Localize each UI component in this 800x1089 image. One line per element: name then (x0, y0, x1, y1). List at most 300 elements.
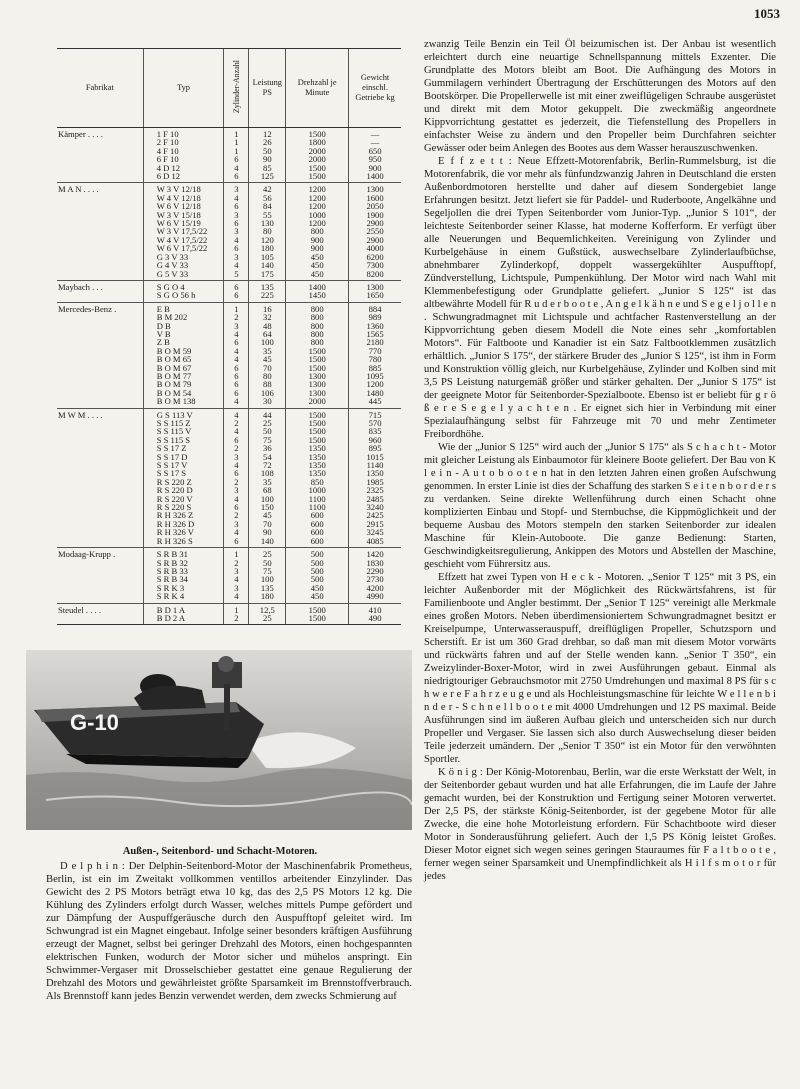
table-header-row (57, 49, 401, 128)
table-cell-value: 175 (260, 268, 274, 279)
rpm-cell (286, 408, 349, 548)
table-cell-value: 1400 (366, 171, 384, 182)
table-cell-value: B O M 138 (156, 396, 196, 407)
table-cell-value: 885 (368, 362, 382, 373)
table-cell-value: 1350 (308, 468, 326, 479)
table-cell-value: 800 (310, 312, 324, 323)
table-cell-value: 1 (234, 604, 239, 615)
table-cell-value: S S 17 Z (156, 443, 187, 454)
table-cell-value: 500 (310, 574, 324, 585)
table-cell-value: 4 F 10 (156, 145, 179, 156)
table-cell-value: 6 F 10 (156, 154, 179, 165)
table-cell-value: 800 (310, 226, 324, 237)
table-cell-value: S R B 32 (156, 557, 188, 568)
speedboat-image (26, 650, 412, 830)
table-cell-value: 80 (263, 226, 272, 237)
type-cell (143, 548, 224, 603)
table-cell-value: R H 326 Z (156, 510, 194, 521)
power-cell (249, 183, 286, 280)
table-cell-value: 135 (260, 281, 274, 292)
right-paragraph: E f f z e t t : Neue Effzett-Motorenfabrik, Berlin-Rummelsburg, ist die Motorenfabrik, die vor mehr als fünfundzwanzig Jahren in Deutschland die ersten Außenbordmotoren herstellte und daher auf diesem Sondergebiet lange Erfahrungen besitzt. Jetzt liefert sie für Paddel- und Ruderboote, Angelkähne und Segeljollen die drei Typen Seitenborder vom Junior-Typ. „Junior S 101“, der leichteste Seitenborder seiner Klasse, hat moderne Kofferform. Er verfügt über alle Neuerungen und Bequemlichkeiten. Vereinigung von Zylinder und Kurbelgehäuse in einem Gußstück, auswechselbare Zylinderlaufbüchse, abnehmbarer Zylinderkopf, doppelt wassergekühlter Auspufftopf, Zündverstellung, Lichtspule, Pumpenkühlung. Der Motor wird nach Wahl mit Klemmenbefestigung oder Grundplatte geliefert. „Junior S 125“ ist das altbewährte Modell für R u d e r b o o t e , A n g e l k ä h n e und S e g e l j o l l e n . Schwungradmagnet mit Lichtspule und achtfacher Rastenverstellung an der Kippvorrichtung geben diesem Modell die Note eines sehr „komfortablen Motors“. Für Faltboote und Kanadier ist ein Satz Faltbootklemmen zusätzlich erhältlich. „Junior S 175“, der stärkere Bruder des „Junior S 125“, ist ihm in Form und Konstruktion völlig gleich, nur Kurbelgehäuse, Zylinder und Kolben sind mit 3,5 PS Leistung naturgemäß größer und stärker gehalten. Der „Junior S 175“ ist der geeignete Motor für Seitenborder-Spezialboote. Ebenso ist er beliebt für g r ö ß e r e S e g e l y a c h t e n . Er eignet sich hier in Verbindung mit einer Spezialaufhängung selbst für Fahrzeuge mit 70 und mehr Zentimeter Freibordhöhe. (424, 156, 776, 440)
table-cell-value: 6 (234, 535, 239, 546)
table-cell-value: 4 D 12 (156, 162, 181, 173)
table-cell-value: S S 17 S (156, 468, 187, 479)
table-cell-value: 8200 (366, 268, 384, 279)
power-cell (249, 128, 286, 183)
cylinders-cell (224, 302, 249, 408)
maker-cell: Steudel . . . . (57, 603, 143, 625)
maker-cell: M W M . . . . (57, 408, 143, 548)
table-cell-value: R S 220 D (156, 485, 193, 496)
table-cell-value: 450 (310, 268, 324, 279)
table-cell-value: 1800 (308, 137, 326, 148)
table-cell-value: 3 (234, 251, 239, 262)
left-column-text (46, 860, 412, 1003)
table-cell-value: — (370, 129, 380, 139)
table-cell-value: S R B 31 (156, 549, 188, 560)
table-cell-value: 72 (263, 460, 272, 471)
table-cell-value: R S 220 V (156, 493, 193, 504)
table-cell-value: 4 (234, 574, 239, 585)
table-cell-value: 100 (260, 493, 274, 504)
table-cell-value: W 6 V 15/19 (156, 218, 201, 229)
photo-caption: Außen-, Seitenbord- und Schacht-Motoren. (122, 846, 318, 857)
table-cell-value: 3 (234, 184, 239, 195)
table-cell-value: 1200 (308, 184, 326, 195)
table-cell-value: 4 (234, 426, 239, 437)
table-cell-value: 2 (234, 612, 239, 623)
type-cell (143, 603, 224, 625)
table-cell-value: 650 (368, 145, 382, 156)
table-cell-value: 3 (234, 518, 239, 529)
table-cell-value: B O M 59 (156, 345, 192, 356)
table-cell-value: 780 (368, 354, 382, 365)
table-cell-value: 6 (234, 379, 239, 390)
table-cell-value: 2000 (308, 396, 326, 407)
table-cell-value: 800 (310, 328, 324, 339)
table-cell-value: 450 (310, 251, 324, 262)
table-cell-value: 2 (234, 418, 239, 428)
table-cell-value: B D 1 A (156, 604, 186, 615)
table-cell-value: 100 (260, 337, 274, 348)
table-cell-value: 1350 (308, 460, 326, 471)
table-cell-value: V B (156, 328, 171, 339)
header-typ: Typ (143, 49, 224, 128)
table-cell-value: 2 F 10 (156, 137, 179, 148)
table-cell-value: 2915 (366, 518, 384, 529)
header-fabrikat: Fabrikat (57, 49, 143, 128)
table-cell-value: W 3 V 17,5/22 (156, 226, 208, 237)
table-cell-value: 4 (234, 328, 239, 339)
power-cell (249, 302, 286, 408)
table-cell-value: S S 115 Z (156, 418, 191, 428)
table-cell-value: 1095 (366, 370, 384, 381)
table-cell-value: 4 (234, 409, 239, 420)
table-cell-value: 1500 (308, 171, 326, 182)
table-cell-value: S G O 56 h (156, 290, 196, 301)
table-cell-value: 500 (310, 557, 324, 568)
table-cell-value: B O M 65 (156, 354, 192, 365)
table-cell-value: W 4 V 17,5/22 (156, 234, 208, 245)
table-cell-value: 1350 (366, 468, 384, 479)
table-cell-value: 44 (263, 409, 272, 420)
table-cell-value: 445 (368, 396, 382, 407)
table-cell-value: 84 (263, 201, 272, 212)
table-cell-value: 4 (234, 396, 239, 407)
table-cell-value: 2 (234, 476, 239, 487)
table-cell-value: S S 115 S (156, 434, 191, 445)
maker-cell: Modaag-Krupp . (57, 548, 143, 603)
table-group-row (57, 183, 401, 280)
table-cell-value: W 6 V 17,5/22 (156, 243, 208, 254)
table-cell-value: 1500 (308, 345, 326, 356)
power-cell (249, 408, 286, 548)
rpm-cell (286, 280, 349, 302)
table-cell-value: 1420 (366, 549, 384, 560)
table-cell-value: 6 (234, 502, 239, 513)
table-cell-value: 12 (263, 129, 272, 139)
table-cell-value: 1450 (308, 290, 326, 301)
table-cell-value: 850 (310, 476, 324, 487)
table-cell-value: 1900 (366, 209, 384, 220)
cylinders-cell (224, 280, 249, 302)
power-cell (249, 603, 286, 625)
table-cell-value: 1015 (366, 451, 384, 462)
weight-cell (349, 603, 401, 625)
table-cell-value: S S 115 V (156, 426, 192, 437)
table-cell-value: 1 (234, 129, 239, 139)
table-cell-value: R S 220 Z (156, 476, 192, 487)
table-cell-value: S S 17 V (156, 460, 188, 471)
rpm-cell (286, 548, 349, 603)
weight-cell (349, 408, 401, 548)
table-cell-value: 1350 (308, 451, 326, 462)
table-cell-value: 90 (263, 527, 272, 538)
power-cell (249, 548, 286, 603)
table-cell-value: 2325 (366, 485, 384, 496)
table-cell-value: 1 (234, 303, 239, 314)
table-cell-value: 180 (260, 243, 274, 254)
table-cell-value: 7300 (366, 260, 384, 271)
table-cell-value: 6 (234, 290, 239, 301)
table-cell-value: 140 (260, 260, 274, 271)
table-cell-value: 1500 (308, 426, 326, 437)
table-cell-value: 1 (234, 137, 239, 148)
table-cell-value: — (370, 137, 380, 148)
type-cell (143, 128, 224, 183)
table-cell-value: 900 (368, 162, 382, 173)
table-cell-value: 450 (310, 582, 324, 593)
table-cell-value: 2290 (366, 565, 384, 576)
table-cell-value: S R B 33 (156, 565, 188, 576)
table-cell-value: 2180 (366, 337, 384, 348)
table-cell-value: 6 (234, 387, 239, 398)
table-cell-value: 35 (263, 345, 272, 356)
table-cell-value: 88 (263, 379, 272, 390)
table-cell-value: 64 (263, 328, 272, 339)
table-cell-value: 1500 (308, 162, 326, 173)
table-cell-value: 989 (368, 312, 382, 323)
table-cell-value: 715 (368, 409, 382, 420)
table-cell-value: 1830 (366, 557, 384, 568)
type-cell (143, 302, 224, 408)
table-cell-value: D B (156, 320, 171, 331)
table-cell-value: 1300 (308, 387, 326, 398)
table-cell-value: 80 (263, 370, 272, 381)
table-cell-value: 56 (263, 192, 272, 203)
table-cell-value: 1200 (366, 379, 384, 390)
table-cell-value: 1300 (366, 281, 384, 292)
table-group-row (57, 302, 401, 408)
table-cell-value: 1500 (308, 362, 326, 373)
table-cell-value: 55 (263, 209, 272, 220)
table-cell-value: 1100 (308, 493, 326, 504)
table-cell-value: 6 (234, 337, 239, 348)
table-cell-value: 884 (368, 303, 382, 314)
table-cell-value: 800 (310, 337, 324, 348)
table-cell-value: 2 (234, 557, 239, 568)
cylinders-cell (224, 128, 249, 183)
table-cell-value: 6200 (366, 251, 384, 262)
table-cell-value: 4 (234, 162, 239, 173)
table-cell-value: 960 (368, 434, 382, 445)
table-cell-value: G 3 V 33 (156, 251, 189, 262)
table-cell-value: S S 17 D (156, 451, 188, 462)
table-cell-value: 6 (234, 243, 239, 254)
table-cell-value: S R K 4 (156, 591, 185, 602)
cylinders-cell (224, 183, 249, 280)
boat-number-text: G-10 (70, 710, 119, 735)
table-cell-value: 1600 (366, 192, 384, 203)
table-cell-value: 1500 (308, 418, 326, 428)
table-cell-value: W 4 V 12/18 (156, 192, 201, 203)
table-cell-value: G S 113 V (156, 409, 193, 420)
table-cell-value: 1200 (308, 192, 326, 203)
table-cell-value: S R K 3 (156, 582, 185, 593)
maker-cell: Maybach . . . (57, 280, 143, 302)
table-cell-value: 410 (368, 604, 382, 615)
table-cell-value: 130 (260, 218, 274, 229)
table-cell-value: 1200 (308, 218, 326, 229)
table-cell-value: 1985 (366, 476, 384, 487)
table-cell-value: 2425 (366, 510, 384, 521)
table-cell-value: W 3 V 12/18 (156, 184, 201, 195)
table-cell-value: 2000 (308, 154, 326, 165)
table-cell-value: 1200 (308, 201, 326, 212)
table-cell-value: 50 (263, 426, 272, 437)
table-cell-value: 570 (368, 418, 382, 428)
table-cell-value: 70 (263, 518, 272, 529)
right-paragraph: zwanzig Teile Benzin ein Teil Öl beizumischen ist. Der Anbau ist wesentlich erleichtert durch eine neuartige Schnellspannung mittels Exzenter. Die Grundplatte des Motors bleibt am Boot. Die Aufhängung des Motors in Gummilagern verhindert Übertragung der Erschütterungen des Motors auf den Bootskörper. Die Propellerwelle ist mit einer zweiflügeligen Schraube ausgerüstet und direkt mit dem Motor gekuppelt. Die zweckmäßig angeordnete Kippvorrichtung gestattet es jederzeit, die Tiefenstellung des Propellers in einfachster Weise zu ändern und den Propeller beim Durchfahren seichter Gewässer oder beim Anlegen des Bootes aus dem Wasser herauszuschwenken. (424, 39, 776, 154)
table-cell-value: 150 (260, 502, 274, 513)
weight-cell (349, 128, 401, 183)
table-cell-value: G 5 V 33 (156, 268, 189, 279)
table-cell-value: 3240 (366, 502, 384, 513)
table-cell-value: 6 D 12 (156, 171, 181, 182)
table-cell-value: 6 (234, 370, 239, 381)
table-cell-value: 1500 (308, 604, 326, 615)
table-cell-value: 4 (234, 354, 239, 365)
table-cell-value: R H 326 D (156, 518, 195, 529)
table-cell-value: 1500 (308, 434, 326, 445)
table-cell-value: 1565 (366, 328, 384, 339)
table-cell-value: B O M 54 (156, 387, 192, 398)
table-body (57, 128, 401, 625)
table-cell-value: 106 (260, 387, 274, 398)
table-cell-value: 835 (368, 426, 382, 437)
table-cell-value: 50 (263, 145, 272, 156)
table-cell-value: 800 (310, 303, 324, 314)
maker-cell: M A N . . . . (57, 183, 143, 280)
header-gewicht: Gewicht einschl. Getriebe kg (349, 49, 401, 128)
table-cell-value: 25 (263, 549, 272, 560)
table-cell-value: 2485 (366, 493, 384, 504)
table-cell-value: 3 (234, 565, 239, 576)
table-cell-value: 1500 (308, 612, 326, 623)
table-cell-value: S G O 4 (156, 281, 185, 292)
table-cell-value: 1500 (308, 129, 326, 139)
table-cell-value: 450 (310, 591, 324, 602)
rpm-cell (286, 183, 349, 280)
table-cell-value: 4 (234, 234, 239, 245)
table-cell-value: 25 (263, 418, 272, 428)
table-cell-value: 3 (234, 320, 239, 331)
table-group-row (57, 548, 401, 603)
table-cell-value: 4 (234, 493, 239, 504)
table-cell-value: 6 (234, 154, 239, 165)
weight-cell (349, 280, 401, 302)
table-cell-value: 135 (260, 582, 274, 593)
table-cell-value: 1300 (308, 370, 326, 381)
table-cell-value: B O M 67 (156, 362, 192, 373)
table-group-row (57, 408, 401, 548)
table-cell-value: 895 (368, 443, 382, 454)
header-zylinder: Zylinder-Anzahl (224, 49, 249, 128)
table-cell-value: 1 F 10 (156, 129, 179, 139)
table-cell-value: 2550 (366, 226, 384, 237)
table-cell-value: 4 (234, 591, 239, 602)
table-cell-value: 42 (263, 184, 272, 195)
table-cell-value: B O M 77 (156, 370, 192, 381)
header-drehzahl: Drehzahl je Minute (286, 49, 349, 128)
table-cell-value: 1480 (366, 387, 384, 398)
table-cell-value: 6 (234, 218, 239, 229)
table-cell-value: 140 (260, 535, 274, 546)
table-cell-value: 4 (234, 192, 239, 203)
table-cell-value: 6 (234, 281, 239, 292)
table-cell-value: 500 (310, 565, 324, 576)
table-cell-value: 16 (263, 303, 272, 314)
table-cell-value: 6 (234, 362, 239, 373)
table-cell-value: W 6 V 12/18 (156, 201, 201, 212)
table-cell-value: 45 (263, 354, 272, 365)
table-cell-value: 4990 (366, 591, 384, 602)
table-cell-value: 2900 (366, 234, 384, 245)
table-cell-value: 6 (234, 171, 239, 182)
table-cell-value: 4 (234, 345, 239, 356)
table-cell-value: 500 (310, 549, 324, 560)
table-cell-value: 1000 (308, 209, 326, 220)
table-cell-value: 120 (260, 234, 274, 245)
table-cell-value: 2730 (366, 574, 384, 585)
table-cell-value: 2 (234, 510, 239, 521)
table-cell-value: 125 (260, 171, 274, 182)
rpm-cell (286, 603, 349, 625)
table-cell-value: 26 (263, 137, 272, 148)
table-cell-value: 2 (234, 443, 239, 454)
table-cell-value: 490 (368, 612, 382, 623)
table-cell-value: 4000 (366, 243, 384, 254)
table-cell-value: 30 (263, 396, 272, 407)
type-cell (143, 408, 224, 548)
table-cell-value: 4 (234, 460, 239, 471)
table-cell-value: 3 (234, 485, 239, 496)
table-cell-value: 600 (310, 535, 324, 546)
right-column-text (424, 38, 776, 883)
table-cell-value: 1300 (308, 379, 326, 390)
right-paragraph: K ö n i g : Der König-Motorenbau, Berlin, war die erste Werkstatt der Welt, in der Seitenborder gebaut wurden und hat alle Erfahrungen, die im Laufe der Jahre gemacht wurden, bei der Konstruktion und Fertigung seiner Motoren verwertet. Der 2,5 PS, der stärkste König-Seitenborder, ist der gegebene Motor für alle Zwecke, die eine hohe Motorleistung erfordern. Für Schachtboote wird dieser Motor in Sonderausführung geliefert. Auch der 1,5 PS König leistet Großes. Dieser Motor eignet sich wegen seines geringen Stauraumes für F a l t b o o t e , ferner wegen seiner Sparsamkeit und Unempfindlichkeit als H i l f s m o t o r für jedes (424, 767, 776, 882)
table-cell-value: 600 (310, 527, 324, 538)
table-cell-value: 900 (310, 234, 324, 245)
rpm-cell (286, 302, 349, 408)
table-cell-value: 3 (234, 226, 239, 237)
type-cell (143, 280, 224, 302)
type-cell (143, 183, 224, 280)
table-cell-value: 108 (260, 468, 274, 479)
rpm-cell (286, 128, 349, 183)
left-paragraph: D e l p h i n : Der Delphin-Seitenbord-Motor der Maschinenfabrik Prometheus, Berlin, ist ein im Zweitakt vollkommen ventillos arbeitender Einzylinder. Das Gewicht des 2 PS Motors beträgt etwa 10 kg, das des 2,5 PS Motors 12 kg. Die Kühlung des Zylinders erfolgt durch Wasser, welches mittels Pumpe gefördert und zur Dämpfung der Auspuffgeräusche durch den Auspufftopf geleitet wird. Im Schwungrad ist ein Magnet eingebaut. Infolge seiner besonders kräftigen Ausführung erzeugt der Magnet, selbst bei geringer Drehzahl des Motors, einen hochgespannten elektrischen Funken, wodurch der Motor sicher und mühelos anspringt. Ein Schwimmer-Vergaser mit Drosselschieber gestattet eine genaue Regulierung der Drehzahl des Motors und gewährleistet größte Sparsamkeit im Brennstoffverbrauch. Als Brennstoff kann jedes Benzin verwendet werden, dem zwecks Schmierung auf (46, 861, 412, 1002)
table-cell-value: Z B (156, 337, 170, 348)
engine-table (57, 48, 401, 625)
table-cell-value: 1360 (366, 320, 384, 331)
table-cell-value: 105 (260, 251, 274, 262)
table-cell-value: 1140 (366, 460, 384, 471)
table-cell-value: 36 (263, 443, 272, 454)
table-cell-value: 48 (263, 320, 272, 331)
power-cell (249, 280, 286, 302)
table-group-row (57, 603, 401, 625)
cylinders-cell (224, 548, 249, 603)
table-cell-value: B O M 79 (156, 379, 192, 390)
table-cell-value: 900 (310, 243, 324, 254)
table-cell-value: 4 (234, 527, 239, 538)
right-paragraph: Wie der „Junior S 125“ wird auch der „Junior S 175“ als S c h a c h t - Motor mit gleicher Leistung als Einbaumotor für kleinere Boote geliefert. Der Bau von K l e i n - A u t o b o o t e n hat in den letzten Jahren einen großen Aufschwung genommen. In erster Linie ist dies der Schaffung des starken S e i t e n b o r d e r s zu verdanken. Seine direkte Wellenführung durch einen Schacht ohne komplizierten Einbau und Stopf- und Sternbuchse, die Kippmöglichkeit und der bequeme Ausbau des Motors stempeln den starken Seitenborder zur idealen Maschine für Klein-Autoboote. Die ganze Bedienung: Starten, Geschwindigkeitsregulierung, Ankippen des Motors und Abstellen der Maschine, geschieht vom Führersitz aus. (424, 442, 776, 570)
table-cell-value: 25 (263, 612, 272, 623)
table-cell-value: 1 (234, 145, 239, 156)
table-cell-value: R H 326 S (156, 535, 193, 546)
table-cell-value: 3245 (366, 527, 384, 538)
table-cell-value: 100 (260, 574, 274, 585)
table-cell-value: 1300 (366, 184, 384, 195)
weight-cell (349, 302, 401, 408)
table-cell-value: 50 (263, 557, 272, 568)
table-cell-value: 6 (234, 201, 239, 212)
weight-cell (349, 548, 401, 603)
table-cell-value: 85 (263, 162, 272, 173)
table-cell-value: 180 (260, 591, 274, 602)
table-cell-value: 2050 (366, 201, 384, 212)
maker-cell: Kämper . . . . (58, 129, 103, 139)
table-cell-value: 54 (263, 451, 272, 462)
table-cell-value: 2000 (308, 145, 326, 156)
table-cell-value: 6 (234, 434, 239, 445)
table-cell-value: 1650 (366, 290, 384, 301)
cylinders-cell (224, 408, 249, 548)
weight-cell (349, 183, 401, 280)
table-cell-value: 75 (263, 434, 272, 445)
table-cell-value: 45 (263, 510, 272, 521)
speedboat-photo (26, 650, 412, 830)
